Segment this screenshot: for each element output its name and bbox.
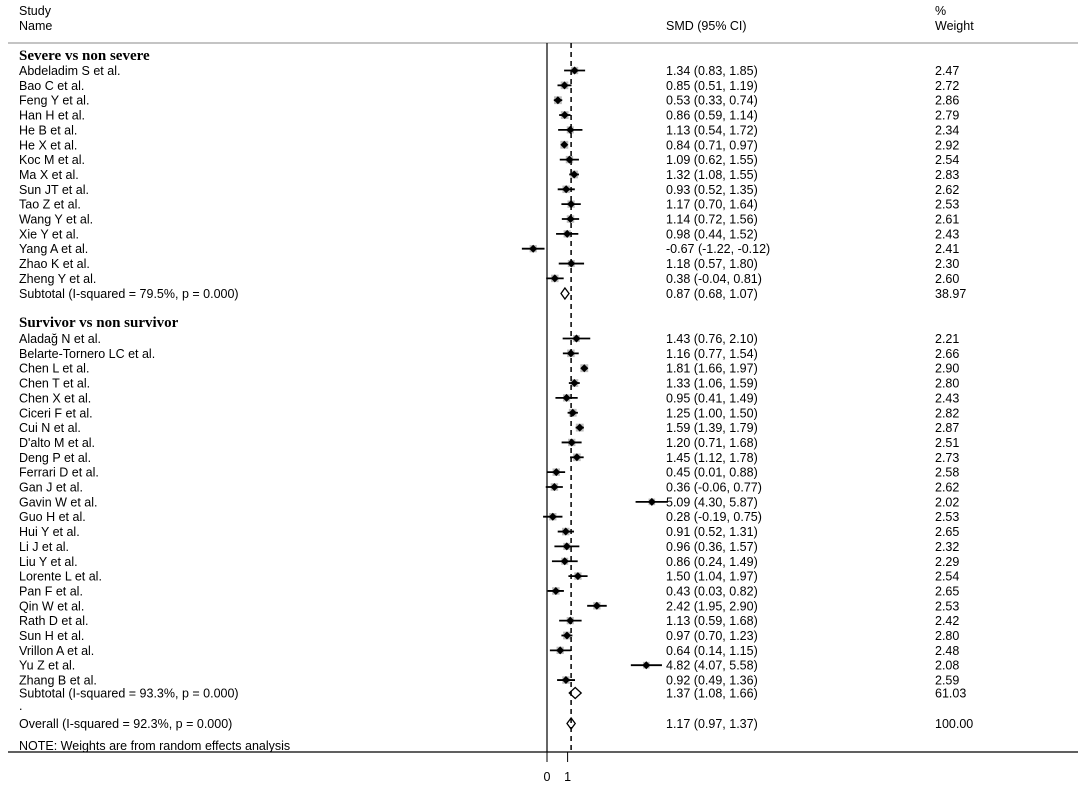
study-ci-text: 0.92 (0.49, 1.36): [666, 673, 758, 688]
study-weight-text: 2.79: [935, 108, 960, 123]
study-weight-text: 2.72: [935, 78, 960, 93]
study-ci-text: 1.20 (0.71, 1.68): [666, 435, 758, 450]
study-name: Li J et al.: [19, 539, 70, 554]
study-ci-text: -0.67 (-1.22, -0.12): [666, 242, 771, 257]
study-weight-text: 2.59: [935, 673, 960, 688]
study-ci-text: 0.98 (0.44, 1.52): [666, 227, 758, 242]
study-weight-text: 2.02: [935, 495, 960, 510]
study-ci-text: 0.45 (0.01, 0.88): [666, 465, 758, 480]
study-name: Yang A et al.: [19, 242, 89, 257]
study-name: Cui N et al.: [19, 421, 81, 436]
study-weight-text: 2.87: [935, 421, 960, 436]
study-ci-text: 1.34 (0.83, 1.85): [666, 64, 758, 78]
study-ci-text: 0.64 (0.14, 1.15): [666, 643, 758, 658]
study-weight-text: 2.34: [935, 123, 960, 138]
study-weight-text: 2.86: [935, 93, 960, 108]
study-ci-text: 5.09 (4.30, 5.87): [666, 495, 758, 510]
study-ci-text: 1.14 (0.72, 1.56): [666, 212, 758, 227]
pooled-label: Subtotal (I-squared = 93.3%, p = 0.000): [19, 686, 239, 701]
study-name: Guo H et al.: [19, 510, 86, 525]
study-name: Ciceri F et al.: [19, 406, 93, 421]
pooled-weight-text: 38.97: [935, 287, 967, 301]
study-ci-text: 0.86 (0.24, 1.49): [666, 554, 758, 569]
separator-mark: .: [19, 699, 23, 713]
footnote: NOTE: Weights are from random effects analysis: [19, 739, 291, 753]
study-weight-text: 2.65: [935, 584, 960, 599]
header-smd-label: SMD (95% CI): [666, 19, 747, 33]
pooled-diamond: [561, 288, 569, 299]
study-ci-text: 1.33 (1.06, 1.59): [666, 376, 758, 391]
study-ci-text: 0.93 (0.52, 1.35): [666, 182, 758, 197]
study-name: Tao Z et al.: [19, 197, 81, 212]
pooled-weight-text: 61.03: [935, 686, 967, 701]
header-weight-line2: Weight: [935, 19, 974, 33]
group-title: Survivor vs non survivor: [19, 315, 179, 331]
pooled-ci-text: 0.87 (0.68, 1.07): [666, 287, 758, 301]
study-name: Xie Y et al.: [19, 227, 79, 242]
study-ci-text: 2.42 (1.95, 2.90): [666, 599, 758, 614]
pooled-ci-text: 1.17 (0.97, 1.37): [666, 717, 758, 731]
study-weight-text: 2.54: [935, 153, 960, 168]
group-title: Severe vs non severe: [19, 48, 150, 64]
study-name: Sun H et al.: [19, 629, 85, 643]
header: [19, 4, 974, 33]
study-name: Chen L et al.: [19, 361, 90, 376]
study-ci-text: 0.43 (0.03, 0.82): [666, 584, 758, 599]
study-weight-text: 2.43: [935, 227, 960, 242]
study-weight-text: 2.21: [935, 332, 960, 346]
study-weight-text: 2.58: [935, 465, 960, 480]
study-weight-text: 2.08: [935, 658, 960, 673]
pooled-weight-text: 100.00: [935, 717, 974, 731]
study-ci-text: 0.85 (0.51, 1.19): [666, 78, 758, 93]
study-name: He X et al.: [19, 138, 78, 153]
study-name: Wang Y et al.: [19, 212, 94, 227]
study-name: Zhang B et al.: [19, 673, 97, 688]
study-name: Feng Y et al.: [19, 93, 90, 108]
study-weight-text: 2.80: [935, 376, 960, 391]
study-ci-text: 1.16 (0.77, 1.54): [666, 346, 758, 361]
study-weight-text: 2.92: [935, 138, 960, 153]
pooled-label: Subtotal (I-squared = 79.5%, p = 0.000): [19, 287, 239, 301]
pooled-ci-text: 1.37 (1.08, 1.66): [666, 686, 758, 701]
study-weight-text: 2.51: [935, 435, 960, 450]
study-name: Belarte-Tornero LC et al.: [19, 346, 156, 361]
study-ci-text: 1.50 (1.04, 1.97): [666, 569, 758, 584]
pooled-label: Overall (I-squared = 92.3%, p = 0.000): [19, 717, 233, 731]
study-ci-text: 1.13 (0.59, 1.68): [666, 614, 758, 629]
x-tick-label: 1: [564, 770, 572, 784]
study-weight-text: 2.53: [935, 599, 960, 614]
study-name: He B et al.: [19, 123, 78, 138]
study-name: Chen T et al.: [19, 376, 91, 391]
study-weight-text: 2.53: [935, 510, 960, 525]
header-study-line1: Study: [19, 4, 51, 18]
study-weight-text: 2.41: [935, 242, 960, 257]
study-name: Ferrari D et al.: [19, 465, 99, 480]
study-ci-text: 0.36 (-0.06, 0.77): [666, 480, 762, 495]
study-weight-text: 2.53: [935, 197, 960, 212]
study-ci-text: 0.91 (0.52, 1.31): [666, 525, 758, 540]
study-weight-text: 2.73: [935, 450, 960, 465]
study-weight-text: 2.62: [935, 182, 960, 197]
study-weight-text: 2.32: [935, 539, 960, 554]
study-name: Yu Z et al.: [19, 658, 76, 673]
study-ci-text: 1.13 (0.54, 1.72): [666, 123, 758, 138]
study-weight-text: 2.42: [935, 614, 960, 629]
study-name: Pan F et al.: [19, 584, 83, 599]
study-weight-text: 2.30: [935, 257, 960, 272]
study-ci-text: 1.59 (1.39, 1.79): [666, 421, 758, 436]
study-ci-text: 1.25 (1.00, 1.50): [666, 406, 758, 421]
study-ci-text: 0.53 (0.33, 0.74): [666, 93, 758, 108]
study-ci-text: 0.95 (0.41, 1.49): [666, 391, 758, 406]
study-weight-text: 2.83: [935, 167, 960, 182]
study-weight-text: 2.61: [935, 212, 960, 227]
study-name: Bao C et al.: [19, 78, 85, 93]
study-name: Abdeladim S et al.: [19, 64, 121, 78]
x-tick-label: 0: [543, 770, 551, 784]
study-name: Gavin W et al.: [19, 495, 98, 510]
study-weight-text: 2.29: [935, 554, 960, 569]
study-weight-text: 2.62: [935, 480, 960, 495]
study-weight-text: 2.80: [935, 629, 960, 643]
study-ci-text: 1.18 (0.57, 1.80): [666, 257, 758, 272]
study-ci-text: 1.81 (1.66, 1.97): [666, 361, 758, 376]
study-name: Sun JT et al.: [19, 182, 89, 197]
study-ci-text: 1.09 (0.62, 1.55): [666, 153, 758, 168]
study-weight-text: 2.90: [935, 361, 960, 376]
study-name: Zheng Y et al.: [19, 271, 97, 286]
study-name: Chen X et al.: [19, 391, 92, 406]
study-name: Lorente L et al.: [19, 569, 102, 584]
study-name: Aladağ N et al.: [19, 332, 101, 346]
study-ci-text: 0.28 (-0.19, 0.75): [666, 510, 762, 525]
study-ci-text: 1.43 (0.76, 2.10): [666, 332, 758, 346]
study-name: Gan J et al.: [19, 480, 83, 495]
study-ci-text: 4.82 (4.07, 5.58): [666, 658, 758, 673]
study-name: Vrillon A et al.: [19, 643, 95, 658]
study-name: Rath D et al.: [19, 614, 89, 629]
study-ci-text: 0.96 (0.36, 1.57): [666, 539, 758, 554]
study-weight-text: 2.43: [935, 391, 960, 406]
study-ci-text: 1.17 (0.70, 1.64): [666, 197, 758, 212]
study-ci-text: 1.32 (1.08, 1.55): [666, 167, 758, 182]
study-name: Han H et al.: [19, 108, 86, 123]
study-name: D'alto M et al.: [19, 435, 96, 450]
study-name: Liu Y et al.: [19, 554, 78, 569]
study-name: Ma X et al.: [19, 167, 79, 182]
study-weight-text: 2.54: [935, 569, 960, 584]
study-ci-text: 0.86 (0.59, 1.14): [666, 108, 758, 123]
study-name: Hui Y et al.: [19, 525, 80, 540]
study-ci-text: 0.38 (-0.04, 0.81): [666, 271, 762, 286]
study-weight-text: 2.82: [935, 406, 960, 421]
study-ci-text: 0.97 (0.70, 1.23): [666, 629, 758, 643]
study-ci-text: 1.45 (1.12, 1.78): [666, 450, 758, 465]
study-weight-text: 2.60: [935, 271, 960, 286]
study-name: Qin W et al.: [19, 599, 85, 614]
study-ci-text: 0.84 (0.71, 0.97): [666, 138, 758, 153]
study-weight-text: 2.65: [935, 525, 960, 540]
study-name: Koc M et al.: [19, 153, 85, 168]
header-study-line2: Name: [19, 19, 53, 33]
chart-marks: [19, 43, 973, 784]
study-weight-text: 2.66: [935, 346, 960, 361]
study-weight-text: 2.48: [935, 643, 960, 658]
study-weight-text: 2.47: [935, 64, 960, 78]
header-weight-line1: %: [935, 4, 947, 18]
study-name: Zhao K et al.: [19, 257, 90, 272]
study-name: Deng P et al.: [19, 450, 92, 465]
